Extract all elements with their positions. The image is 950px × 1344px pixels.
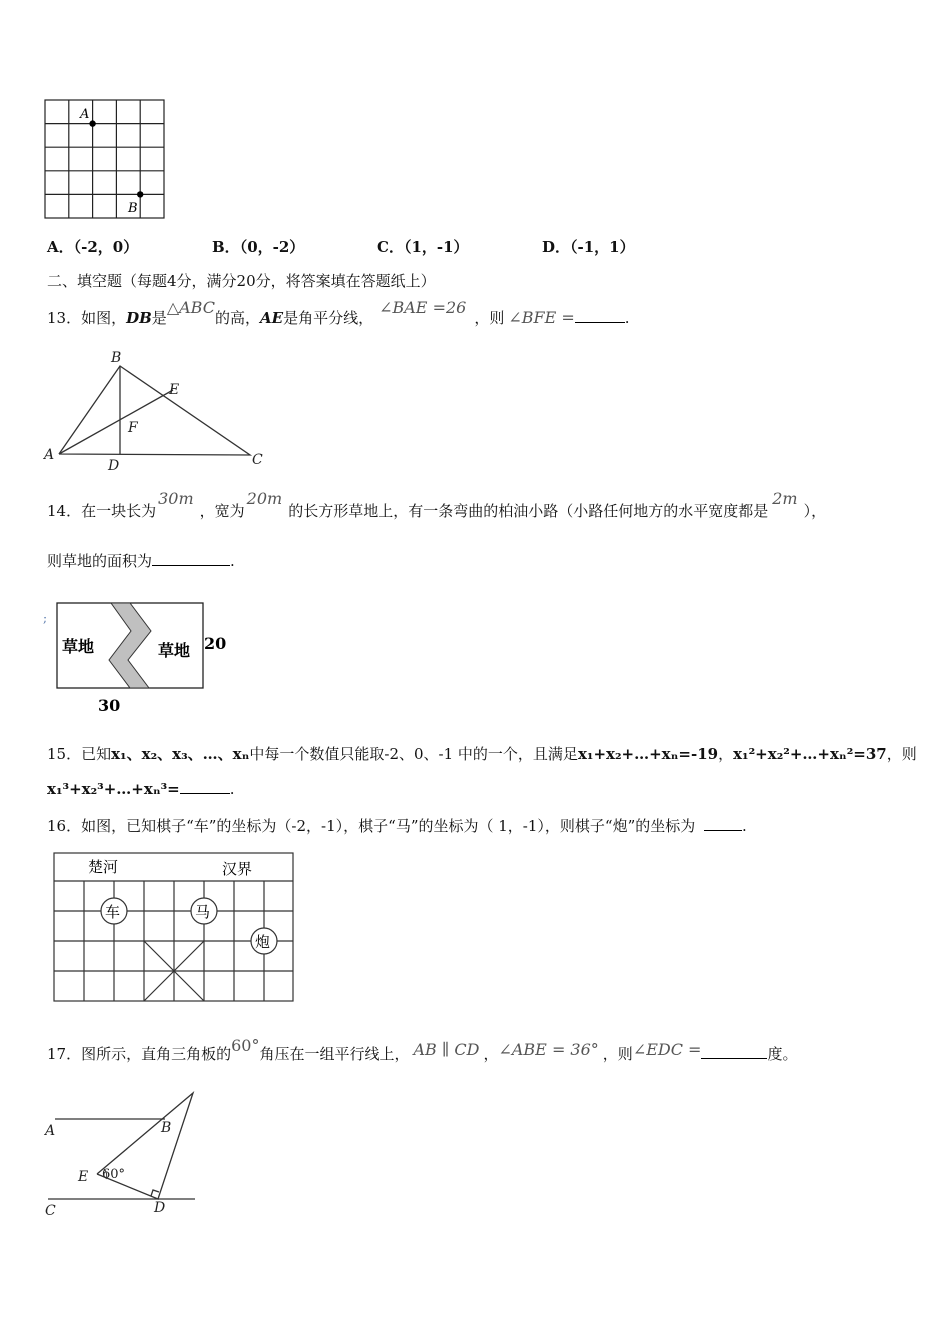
q15-answer-blank[interactable] (180, 793, 230, 794)
grass-right-label: 草地 (158, 641, 191, 660)
q17-answer-blank[interactable] (701, 1058, 767, 1059)
svg-text:马: 马 (195, 903, 211, 921)
piece-ma (191, 898, 217, 924)
q12-grid-figure (40, 96, 170, 222)
q13-triangle-figure (40, 344, 275, 476)
label-a: A (80, 107, 90, 122)
label-d: D (154, 1200, 166, 1216)
label-a: A (44, 447, 55, 463)
q14-answer-blank[interactable] (152, 565, 230, 566)
svg-text:炮: 炮 (255, 933, 271, 951)
label-a: A (45, 1123, 56, 1139)
width-label: 20 (204, 634, 227, 653)
label-b: B (161, 1120, 172, 1136)
option-b[interactable]: B．（0，-2） (212, 238, 305, 256)
q16-answer-blank[interactable] (704, 830, 742, 831)
point-a (89, 120, 95, 126)
point-b (137, 191, 143, 197)
label-e: E (78, 1169, 89, 1185)
section-title: 二、填空题（每题4分，满分20分，将答案填在答题纸上） (47, 272, 436, 290)
q15-line2: x₁³+x₂³+…+xₙ³= . (47, 780, 235, 798)
label-c: C (252, 452, 263, 468)
label-e: E (169, 382, 180, 398)
svg-text:;: ; (43, 611, 48, 625)
q17-triangle-figure (40, 1085, 210, 1225)
q15-line1: 15．已知x₁、x₂、x₃、…、xₙ中每一个数值只能取-2、0、-1 中的一个，且满足x₁+x₂+…+xₙ=-19，x₁²+x₂²+…+xₙ²=37，则 (47, 745, 917, 763)
river-right-label: 汉界 (222, 860, 253, 878)
q14-lawn-figure (40, 598, 240, 718)
q13-answer-blank[interactable] (575, 322, 625, 323)
option-d[interactable]: D．（-1，1） (542, 238, 635, 256)
svg-text:车: 车 (105, 903, 121, 921)
label-b: B (111, 350, 122, 366)
label-f: F (128, 420, 138, 436)
q16-text: 16．如图，已知棋子“车”的坐标为（-2，-1），棋子“马”的坐标为（ 1，-1），则棋子“炮”的坐标为 . (47, 817, 747, 835)
river-left-label: 楚河 (88, 858, 119, 876)
q13-text: 13．如图，DB是△ABC的高，AE是角平分线，∠BAE =26，则 ∠BFE = . (47, 298, 630, 327)
label-b: B (128, 201, 138, 216)
label-d: D (108, 458, 120, 474)
piece-che (101, 898, 127, 924)
q16-chess-board-figure (50, 848, 300, 1006)
q14-line1: 14．在一块长为30m，宽为20m的长方形草地上，有一条弯曲的柏油小路（小路任何地方的水平宽度都是2m）， (47, 489, 827, 520)
length-label: 30 (98, 696, 121, 715)
q17-text: 17．图所示，直角三角板的60°角压在一组平行线上， AB ∥ CD ，∠ABE = 36° ，则∠EDC = 度。 (47, 1036, 798, 1063)
option-c[interactable]: C．（1，-1） (377, 238, 469, 256)
option-a[interactable]: A．（-2，0） (47, 238, 139, 256)
label-c: C (45, 1203, 56, 1219)
label-60-angle: 60° (102, 1167, 126, 1182)
q14-line2: 则草地的面积为 . (47, 552, 235, 570)
grass-left-label: 草地 (62, 637, 95, 656)
piece-pao (251, 928, 277, 954)
